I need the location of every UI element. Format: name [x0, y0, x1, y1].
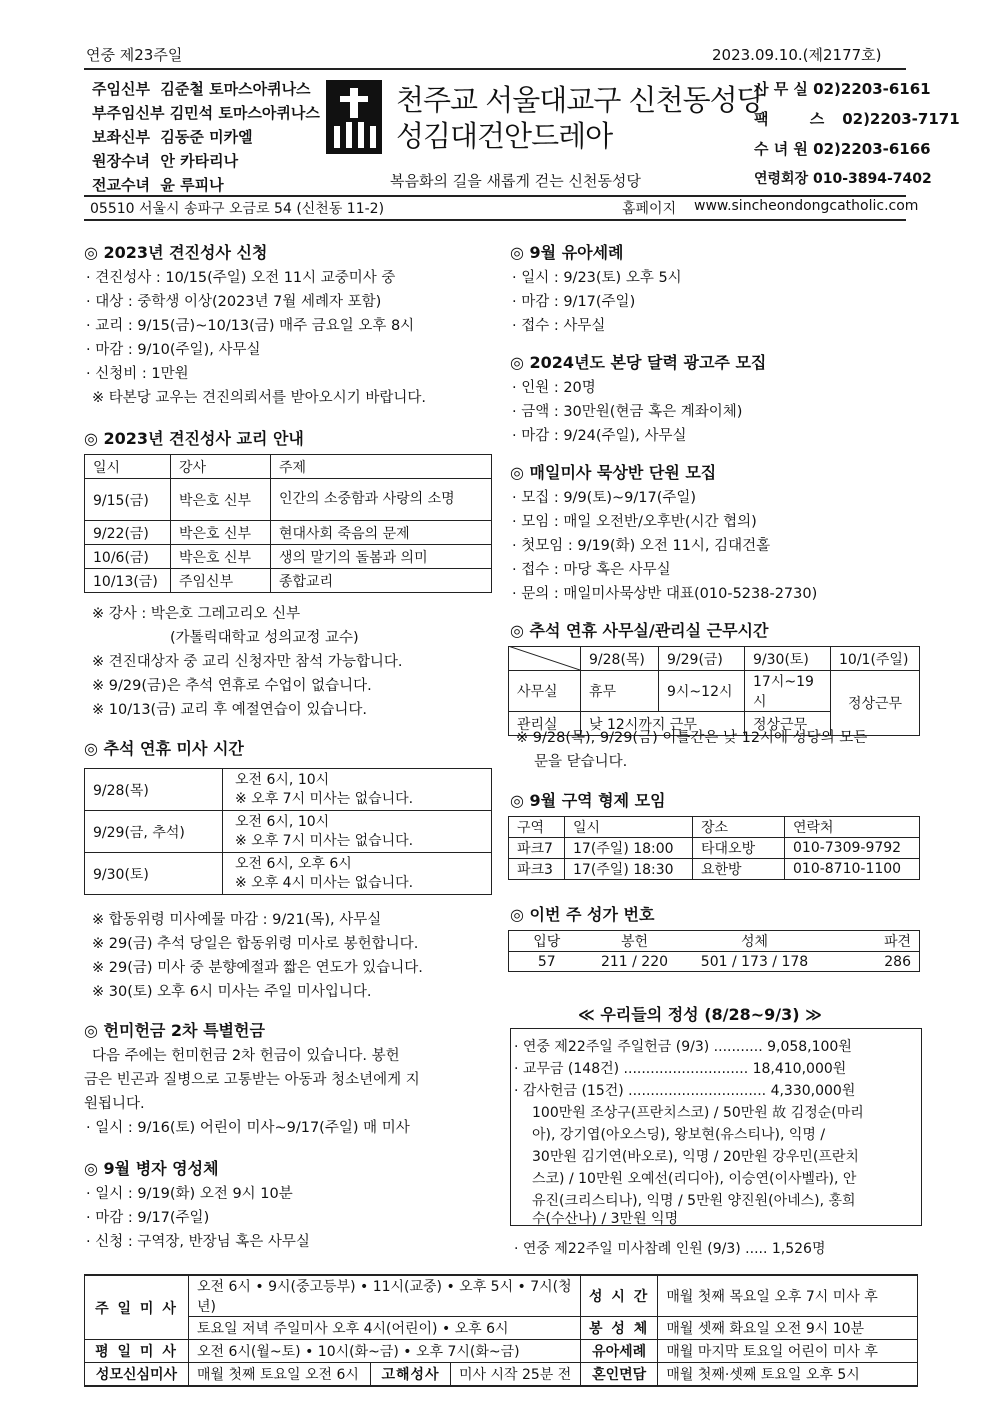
table-row	[85, 853, 492, 895]
parish-subtitle: 성김대건안드레아	[396, 119, 613, 153]
table-header: 입당	[533, 934, 561, 950]
schedule-value: 매월 셋째 화요일 오전 9시 10분	[658, 1317, 918, 1340]
table-cell: 501 / 173 / 178	[700, 953, 809, 970]
table-cell: 타대오방	[693, 838, 785, 859]
staff-name: 김준철 토마스아퀴나스	[160, 80, 311, 98]
staff-role: 원장수녀	[92, 152, 150, 170]
note: ※ 10/13(금) 교리 후 예절연습이 있습니다.	[92, 702, 367, 718]
parish-slogan: 복음화의 길을 새롭게 걷는 신천동성당	[390, 172, 641, 190]
table-header: 9/29(금)	[659, 647, 745, 671]
staff-role: 보좌신부	[92, 128, 150, 146]
schedule-value: 매월 마지막 토요일 어린이 미사 후	[658, 1340, 918, 1363]
mass-time: 오전 6시, 10시	[235, 813, 330, 830]
church-logo	[326, 80, 382, 154]
list-item: · 모집 : 9/9(토)~9/17(주일)	[512, 490, 697, 506]
brothers-meeting-title: ◎ 9월 구역 형제 모임	[510, 791, 666, 810]
parish-title: 천주교 서울대교구 신천동성당	[396, 83, 764, 117]
table-cell: 박은호 신부	[171, 521, 271, 545]
contact-value: 02)2203-6166	[813, 140, 931, 158]
note: ※ 30(토) 오후 6시 미사는 주일 미사입니다.	[92, 984, 372, 1000]
table-cell: 9/28(목)	[85, 769, 223, 811]
list-item: · 접수 : 사무실	[512, 318, 606, 334]
table-row	[85, 1317, 918, 1340]
table-cell: 9/29(금, 추석)	[85, 811, 223, 853]
list-item: · 견진성사 : 10/15(주일) 오전 11시 교중미사 중	[86, 270, 396, 286]
offering-line: 스코) / 10만원 오예선(리디아), 이승연(이사벨라), 안	[532, 1171, 857, 1187]
offering-line: · 감사헌금 (15건) ............................... 4,330,000원	[514, 1083, 856, 1099]
staff-name: 안 카타리나	[160, 152, 239, 170]
hymn-numbers-title: ◎ 이번 주 성가 번호	[510, 905, 655, 924]
list-item: · 금액 : 30만원(현금 혹은 계좌이체)	[512, 404, 743, 420]
list-item: · 신청 : 구역장, 반장님 혹은 사무실	[86, 1234, 310, 1250]
list-item: · 마감 : 9/17(주일)	[512, 294, 636, 310]
table-row	[509, 952, 920, 972]
table-header: 연락처	[785, 817, 920, 838]
note: (가톨릭대학교 성의교정 교수)	[170, 630, 359, 646]
table-cell: 현대사회 죽음의 문제	[271, 521, 492, 545]
table-cell: 17(주일) 18:00	[565, 838, 693, 859]
note: ※ 9/28(목), 9/29(금) 이틀간은 낮 12시에 성당의 모든	[516, 730, 868, 746]
table-cell: 10/6(금)	[85, 545, 171, 569]
schedule-label: 평 일 미 사	[85, 1340, 189, 1363]
attendance-line: · 연중 제22주일 미사참례 인원 (9/3) ..... 1,526명	[514, 1241, 826, 1257]
table-row	[85, 1363, 918, 1386]
table-row	[85, 545, 492, 569]
list-item: · 대상 : 중학생 이상(2023년 7월 세례자 포함)	[86, 294, 382, 310]
table-cell: 박은호 신부	[171, 545, 271, 569]
list-item: · 신청비 : 1만원	[86, 366, 189, 382]
mass-time: 오전 6시, 오후 6시	[235, 855, 352, 872]
offering-line: 아), 강기엽(아오스딩), 왕보현(유스티나), 익명 /	[532, 1127, 826, 1143]
note: ※ 29(금) 추석 당일은 합동위령 미사로 봉헌합니다.	[92, 936, 419, 952]
staff-name: 김민석 토마스아퀴나스	[169, 104, 320, 122]
offerings-title: ≪ 우리들의 정성 (8/28~9/3) ≫	[578, 1005, 822, 1024]
address: 05510 서울시 송파구 오금로 54 (신천동 11-2)	[90, 201, 385, 217]
brothers-meeting-table	[508, 816, 920, 880]
table-cell: 17시~19시	[745, 671, 831, 712]
offering-line: 유진(크리스티나), 익명 / 5만원 양진원(아네스), 홍희	[532, 1193, 856, 1209]
table-header: 성체	[740, 934, 769, 950]
catechism-table	[84, 454, 492, 593]
week-label: 연중 제23주일	[86, 46, 183, 64]
contact-label: 팩 스	[754, 110, 843, 128]
paragraph-line: 금은 빈곤과 질병으로 고통받는 아동과 청소년에게 지	[84, 1072, 420, 1088]
contact-value: 010-3894-7402	[812, 171, 932, 187]
row-label: 관리실	[509, 712, 581, 736]
schedule-value: 오전 6시 • 9시(중고등부) • 11시(교중) • 오후 5시 • 7시(청년)	[189, 1275, 581, 1317]
list-item: · 접수 : 마당 혹은 사무실	[512, 562, 671, 578]
table-row	[85, 1340, 918, 1363]
table-header: 일시	[565, 817, 693, 838]
table-row	[85, 1275, 918, 1317]
note: 문을 닫습니다.	[534, 754, 628, 770]
list-item: · 마감 : 9/17(주일)	[86, 1210, 210, 1226]
table-cell: 9/30(토)	[85, 853, 223, 895]
schedule-value: 매월 첫째 토요일 오전 6시	[189, 1363, 371, 1386]
contact-value: 02)2203-7171	[842, 110, 960, 128]
meditation-group-title: ◎ 매일미사 묵상반 단원 모집	[510, 463, 717, 482]
table-cell: 211 / 220	[600, 953, 669, 970]
table-header: 주제	[271, 455, 492, 479]
office-hours-title: ◎ 추석 연휴 사무실/관리실 근무시간	[510, 621, 769, 640]
table-header: 10/1(주일)	[831, 647, 920, 671]
note: ※ 견진대상자 중 교리 신청자만 참석 가능합니다.	[92, 654, 403, 670]
table-header: 파견	[883, 934, 911, 950]
table-header: 구역	[509, 817, 565, 838]
list-item: · 첫모임 : 9/19(화) 오전 11시, 김대건홀	[512, 538, 771, 554]
paragraph-line: 다음 주에는 헌미헌금 2차 헌금이 있습니다. 봉헌	[92, 1048, 400, 1064]
note: ※ 강사 : 박은호 그레고리오 신부	[92, 606, 301, 622]
list-item: · 마감 : 9/10(주일), 사무실	[86, 342, 261, 358]
table-row	[85, 769, 492, 811]
table-cell: 파크3	[509, 859, 565, 880]
list-item: · 일시 : 9/23(토) 오후 5시	[512, 270, 682, 286]
rice-offering-title: ◎ 헌미헌금 2차 특별헌금	[84, 1021, 265, 1040]
table-cell: 010-7309-9792	[785, 838, 920, 859]
table-cell: 17(주일) 18:30	[565, 859, 693, 880]
schedule-label: 혼인면담	[581, 1363, 658, 1386]
table-row	[509, 859, 920, 880]
list-item: · 모임 : 매일 오전반/오후반(시간 협의)	[512, 514, 757, 530]
table-cell: 인간의 소중함과 사랑의 소명	[271, 479, 492, 521]
schedule-label: 봉 성 체	[581, 1317, 658, 1340]
staff-name: 김동준 미카엘	[160, 128, 253, 146]
mass-note: ※ 오후 7시 미사는 없습니다.	[235, 832, 414, 849]
catechism-title: ◎ 2023년 견진성사 교리 안내	[84, 429, 304, 448]
schedule-value: 매월 첫째 목요일 오후 7시 미사 후	[658, 1275, 918, 1317]
infant-baptism-title: ◎ 9월 유아세례	[510, 243, 624, 262]
staff-role: 부주임신부	[92, 104, 165, 122]
table-header: 강사	[171, 455, 271, 479]
schedule-value: 토요일 저녁 주일미사 오후 4시(어린이) • 오후 6시	[189, 1317, 581, 1340]
table-row	[85, 479, 492, 521]
confirmation-title: ◎ 2023년 견진성사 신청	[84, 243, 268, 262]
table-header: 봉헌	[620, 934, 649, 950]
schedule-label: 주 일 미 사	[85, 1275, 189, 1340]
schedule-value: 오전 6시(월~토) • 10시(화~금) • 오후 7시(화~금)	[189, 1340, 581, 1363]
staff-role: 주임신부	[92, 80, 150, 98]
table-cell: 낮 12시까지 근무	[581, 712, 745, 736]
note: ※ 29(금) 미사 중 분향예절과 짧은 연도가 있습니다.	[92, 960, 423, 976]
contact-label: 수 녀 원	[754, 140, 808, 158]
note: ※ 합동위령 미사예물 마감 : 9/21(목), 사무실	[92, 912, 382, 928]
staff-name: 윤 루피나	[160, 176, 224, 194]
table-header: 일시	[85, 455, 171, 479]
table-cell: 생의 말기의 돌봄과 의미	[271, 545, 492, 569]
issue-date: 2023.09.10.(제2177호)	[712, 46, 882, 64]
chuseok-mass-table	[84, 768, 492, 895]
list-item: · 인원 : 20명	[512, 380, 596, 396]
table-row	[85, 521, 492, 545]
calendar-ad-title: ◎ 2024년도 본당 달력 광고주 모집	[510, 353, 767, 372]
homepage-label: 홈페이지	[622, 201, 677, 217]
offering-line: 30만원 김기연(바오로), 익명 / 20만원 강우민(프란치	[532, 1149, 859, 1165]
contact-value: 02)2203-6161	[813, 80, 931, 98]
row-label: 사무실	[509, 671, 581, 712]
table-header: 9/30(토)	[745, 647, 831, 671]
table-cell: 정상근무	[831, 671, 920, 736]
table-cell: 9시~12시	[659, 671, 745, 712]
table-cell: 종합교리	[271, 569, 492, 593]
table-header: 9/28(목)	[581, 647, 659, 671]
sick-communion-title: ◎ 9월 병자 영성체	[84, 1159, 219, 1178]
mass-time: 오전 6시, 10시	[235, 771, 330, 788]
note: ※ 타본당 교우는 견진의뢰서를 받아오시기 바랍니다.	[92, 390, 426, 406]
list-item: · 일시 : 9/16(토) 어린이 미사~9/17(주일) 매 미사	[86, 1120, 410, 1136]
schedule-label: 고해성사	[371, 1363, 451, 1386]
table-cell: 주임신부	[171, 569, 271, 593]
mass-schedule-table	[84, 1274, 918, 1387]
hymn-numbers-table	[508, 930, 920, 972]
offering-line: 100만원 조상구(프란치스코) / 50만원 故 김정순(마리	[532, 1105, 864, 1121]
table-row	[509, 671, 920, 712]
contact-label: 연령회장	[754, 171, 809, 187]
contact-label: 사 무 실	[754, 80, 808, 98]
homepage-link[interactable]: www.sincheondongcatholic.com	[694, 198, 919, 214]
mass-note: ※ 오후 4시 미사는 없습니다.	[235, 874, 414, 891]
table-cell: 57	[537, 953, 556, 970]
table-cell: 파크7	[509, 838, 565, 859]
mass-note: ※ 오후 7시 미사는 없습니다.	[235, 790, 414, 807]
offering-line: 수(수산나) / 3만원 익명	[532, 1211, 679, 1227]
schedule-label: 유아세례	[581, 1340, 658, 1363]
staff-role: 전교수녀	[92, 176, 150, 194]
schedule-value: 매월 첫째·셋째 토요일 오후 5시	[658, 1363, 918, 1386]
chuseok-mass-title: ◎ 추석 연휴 미사 시간	[84, 739, 244, 758]
offering-line: · 교무금 (148건) ............................ 18,410,000원	[514, 1061, 847, 1077]
table-cell: 박은호 신부	[171, 479, 271, 521]
table-cell: 정상근무	[745, 712, 831, 736]
schedule-value: 미사 시작 25분 전	[451, 1363, 581, 1386]
list-item: · 교리 : 9/15(금)~10/13(금) 매주 금요일 오후 8시	[86, 318, 415, 334]
schedule-label: 성 시 간	[581, 1275, 658, 1317]
paragraph-line: 원됩니다.	[84, 1096, 145, 1112]
office-hours-table	[508, 646, 920, 736]
table-row	[85, 569, 492, 593]
schedule-label: 성모신심미사	[85, 1363, 189, 1386]
table-cell: 286	[884, 953, 911, 970]
table-cell: 휴무	[581, 671, 659, 712]
table-cell: 10/13(금)	[85, 569, 171, 593]
list-item: · 일시 : 9/19(화) 오전 9시 10분	[86, 1186, 293, 1202]
table-cell: 요한방	[693, 859, 785, 880]
note: ※ 9/29(금)은 추석 연휴로 수업이 없습니다.	[92, 678, 372, 694]
list-item: · 문의 : 매일미사묵상반 대표(010-5238-2730)	[512, 586, 818, 602]
table-header: 장소	[693, 817, 785, 838]
table-cell: 9/22(금)	[85, 521, 171, 545]
table-row	[509, 838, 920, 859]
table-cell: 010-8710-1100	[785, 859, 920, 880]
list-item: · 마감 : 9/24(주일), 사무실	[512, 428, 687, 444]
offering-line: · 연중 제22주일 주일헌금 (9/3) ........... 9,058,100원	[514, 1039, 852, 1055]
table-cell: 9/15(금)	[85, 479, 171, 521]
table-row	[85, 811, 492, 853]
